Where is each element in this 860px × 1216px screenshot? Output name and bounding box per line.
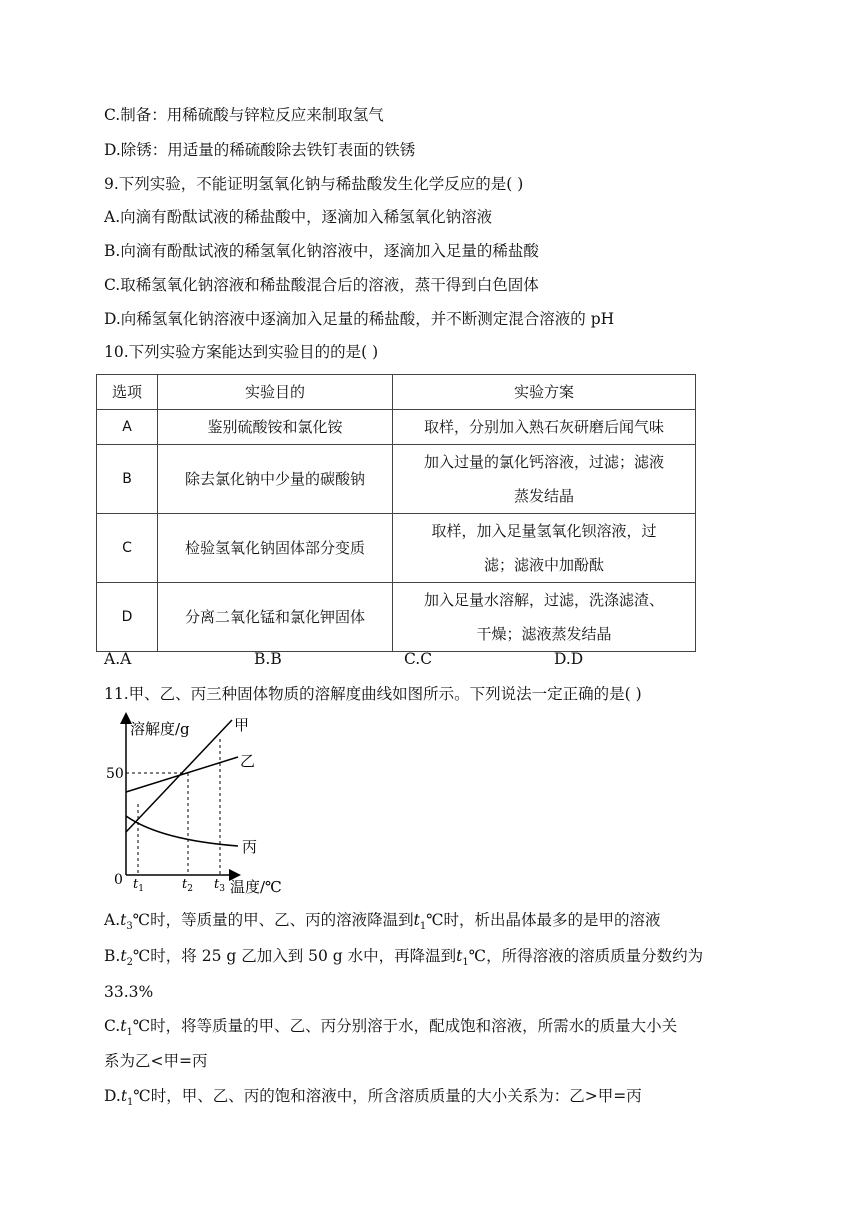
choice-b: B.B: [254, 650, 282, 668]
option-text: ℃时，析出晶体最多的是甲的溶液: [426, 911, 661, 929]
q9-option-a: A.向滴有酚酞试液的稀盐酸中，逐滴加入稀氢氧化钠溶液: [104, 208, 493, 226]
label-bing: 丙: [242, 838, 258, 856]
row-option: B: [97, 445, 158, 514]
option-text: ℃时，将 25 g 乙加入到 50 g 水中，再降温到: [132, 947, 457, 965]
q11-stem: 11.甲、乙、丙三种固体物质的溶解度曲线如图所示。下列说法一定正确的是( ): [104, 685, 642, 703]
temp-subscript: 3: [126, 921, 133, 933]
table-row: [97, 583, 696, 652]
row-plan-line2: 干燥；滤液蒸发结晶: [476, 625, 612, 643]
q9-option-c: C.取稀氢氧化钠溶液和稀盐酸混合后的溶液，蒸干得到白色固体: [104, 276, 539, 294]
row-option: D: [97, 583, 158, 652]
option-prefix: B.: [104, 947, 121, 965]
option-text: ℃，所得溶液的溶质质量分数约为: [468, 947, 704, 965]
tick-t1: $t_1$: [133, 877, 144, 894]
row-purpose: 鉴别硫酸铵和氯化铵: [158, 410, 393, 445]
row-plan: [393, 514, 696, 583]
q11-option-a: [104, 910, 661, 937]
temp-symbol: t: [120, 911, 127, 929]
choice-c: C.C: [404, 650, 433, 668]
tick-t3: $t_3$: [214, 877, 225, 894]
tick-t2: $t_2$: [182, 877, 193, 894]
origin-label: 0: [114, 872, 123, 888]
row-plan-line2: 蒸发结晶: [513, 487, 574, 505]
row-purpose: 检验氢氧化钠固体部分变质: [158, 514, 393, 583]
q8-option-d: D.除锈：用适量的稀硫酸除去铁钉表面的铁锈: [104, 141, 416, 159]
temp-subscript: 1: [126, 1027, 133, 1039]
row-purpose: 分离二氧化锰和氯化钾固体: [158, 583, 393, 652]
temp-symbol: t: [120, 1087, 128, 1105]
row-plan-line1: 加入过量的氯化钙溶液，过滤；滤液: [423, 453, 664, 471]
option-prefix: C.: [104, 1017, 121, 1035]
graph-xlabel: 温度/℃: [230, 878, 282, 894]
q11-option-b: [104, 946, 703, 973]
q8-option-c: C.制备：用稀硫酸与锌粒反应来制取氢气: [104, 106, 384, 124]
curve-bing: [126, 816, 238, 846]
temp-subscript: 2: [126, 957, 133, 969]
graph-ylabel: 溶解度/g: [130, 720, 190, 738]
label-jia: 甲: [234, 716, 250, 734]
header-option: 选项: [97, 375, 158, 410]
row-plan: [393, 583, 696, 652]
choice-a: A.A: [104, 650, 132, 668]
temp-symbol: t: [120, 947, 127, 965]
row-plan-line1: 加入足量水溶解，过滤，洗涤滤渣、: [423, 591, 664, 609]
option-text: ℃时，将等质量的甲、乙、丙分别溶于水，配成饱和溶液，所需水的质量大小关: [132, 1017, 678, 1035]
row-plan: [393, 445, 696, 514]
curve-yi: [126, 757, 238, 792]
table-header-row: [97, 375, 696, 410]
experiment-table: [96, 374, 696, 652]
table-row: [97, 410, 696, 445]
option-prefix: A.: [104, 911, 121, 929]
row-option: A: [97, 410, 158, 445]
q11-option-c-line2: 系为乙<甲=丙: [104, 1052, 208, 1070]
solubility-graph: [100, 712, 300, 894]
row-plan: [393, 410, 696, 445]
label-yi: 乙: [240, 752, 256, 770]
q9-option-d: D.向稀氢氧化钠溶液中逐滴加入足量的稀盐酸，并不断测定混合溶液的 pH: [104, 310, 615, 328]
row-option: C: [97, 514, 158, 583]
tick-50: 50: [106, 766, 124, 782]
option-text: ℃时，等质量的甲、乙、丙的溶液降温到: [132, 911, 414, 929]
header-purpose: 实验目的: [158, 375, 393, 410]
temp-subscript: 1: [462, 957, 469, 969]
temp-symbol: t: [456, 947, 463, 965]
header-plan: 实验方案: [393, 375, 696, 410]
table-row: [97, 445, 696, 514]
row-purpose: 除去氯化钠中少量的碳酸钠: [158, 445, 393, 514]
option-prefix: D.: [104, 1087, 121, 1105]
q11-option-d: [104, 1086, 642, 1113]
choice-d: D.D: [554, 650, 584, 668]
temp-symbol: t: [413, 911, 420, 929]
option-text: ℃时，甲、乙、丙的饱和溶液中，所含溶质质量的大小关系为：乙>甲=丙: [133, 1087, 642, 1105]
row-plan-line1: 取样，加入足量氢氧化钡溶液，过: [431, 522, 657, 540]
q11-option-b-line2: 33.3%: [104, 983, 154, 1001]
q9-option-b: B.向滴有酚酞试液的稀氢氧化钠溶液中，逐滴加入足量的稀盐酸: [104, 242, 539, 260]
temp-subscript: 1: [127, 1097, 134, 1109]
row-plan-text: 取样，分别加入熟石灰研磨后闻气味: [423, 418, 664, 436]
table-row: [97, 514, 696, 583]
row-plan-line2: 滤；滤液中加酚酞: [483, 556, 604, 574]
temp-subscript: 1: [419, 921, 427, 933]
q9-stem: 9.下列实验，不能证明氢氧化钠与稀盐酸发生化学反应的是( ): [104, 175, 524, 193]
q10-stem: 10.下列实验方案能达到实验目的的是( ): [104, 343, 379, 361]
q11-option-c: [104, 1016, 677, 1043]
temp-symbol: t: [120, 1017, 127, 1035]
